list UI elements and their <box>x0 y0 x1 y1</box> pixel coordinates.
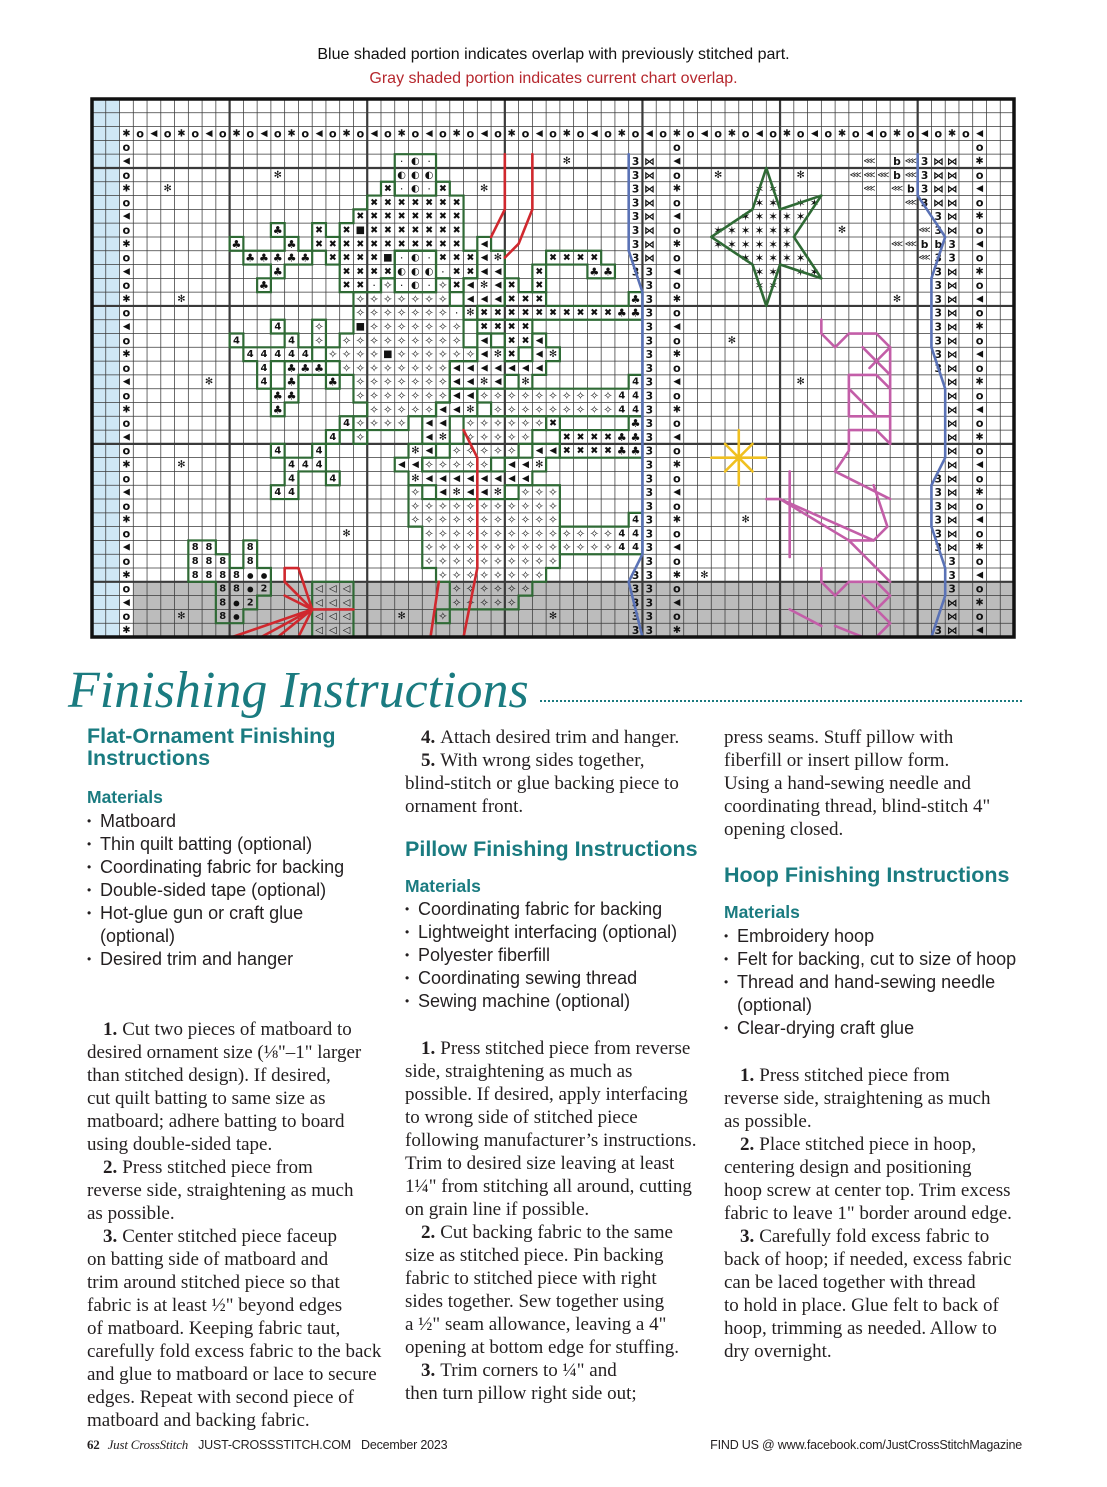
list-item-text: (optional) <box>737 994 813 1015</box>
bullet-icon: • <box>87 882 92 897</box>
materials-heading: Materials <box>87 787 163 807</box>
bullet-icon: • <box>87 905 92 920</box>
step-text-line: desired ornament size (⅛"–1" larger <box>87 1041 362 1063</box>
step-text-line: ornament front. <box>405 795 524 817</box>
step-first-line <box>724 1133 1012 1156</box>
gray-overlap-note: Gray shaded portion indicates current chart overlap. <box>369 70 738 87</box>
heading-line: Pillow Finishing Instructions <box>405 837 698 861</box>
step-text-line: hoop screw at center top. Trim excess <box>724 1179 1011 1201</box>
instruction-steps <box>724 1064 1012 1363</box>
step-text-line: reverse side, straightening as much <box>87 1179 354 1201</box>
list-item <box>87 902 344 948</box>
step-first-line <box>87 1156 381 1179</box>
step-first-line <box>405 1037 696 1060</box>
step-text-line: to wrong side of stitched piece <box>405 1106 638 1128</box>
list-item <box>405 990 677 1013</box>
list-item <box>87 856 344 879</box>
list-item <box>405 944 677 967</box>
step-text-line: back of hoop; if needed, excess fabric <box>724 1248 1012 1270</box>
list-item-text: Coordinating sewing thread <box>418 967 638 988</box>
list-item <box>405 898 677 921</box>
text-line: opening closed. <box>724 818 844 840</box>
list-item-text: Hot-glue gun or craft glue <box>100 902 304 923</box>
list-item <box>87 948 344 971</box>
list-item <box>405 967 677 990</box>
step-first-line <box>87 1225 381 1248</box>
step-text: Trim corners to ¼" and <box>440 1359 617 1381</box>
step-text-line: as possible. <box>87 1202 175 1224</box>
step-first-line <box>724 1225 1012 1248</box>
list-item-text: (optional) <box>100 925 176 946</box>
bullet-icon: • <box>405 993 410 1008</box>
blue-overlap-note: Blue shaded portion indicates overlap with previously stitched part. <box>317 46 790 63</box>
step-text-line: sides together. Sew together using <box>405 1290 665 1312</box>
step-number: 2. <box>103 1156 118 1178</box>
list-item <box>87 833 344 856</box>
bullet-icon: • <box>405 947 410 962</box>
step-number: 1. <box>421 1037 436 1059</box>
instruction-steps <box>405 726 679 818</box>
step-text-line: cut quilt batting to same size as <box>87 1087 326 1109</box>
step-first-line <box>724 1064 1012 1087</box>
instruction-step <box>87 1018 381 1156</box>
stitch-symbol-circle <box>714 127 722 140</box>
list-item-text: Polyester fiberfill <box>418 944 551 965</box>
step-text: Press stitched piece from <box>122 1156 313 1178</box>
bullet-icon: • <box>724 951 729 966</box>
step-text-line: blind-stitch or glue backing piece to <box>405 772 679 794</box>
step-text-line: of matboard. Keeping fabric taut, <box>87 1317 341 1339</box>
list-item-text: Coordinating fabric for backing <box>100 856 345 877</box>
step-text-line: size as stitched piece. Pin backing <box>405 1244 664 1266</box>
stitch-symbol-partial-stitch <box>400 279 404 292</box>
list-item-text: Embroidery hoop <box>737 925 875 946</box>
list-item-text: Thin quilt batting (optional) <box>100 833 313 854</box>
bullet-icon: • <box>724 928 729 943</box>
list-item-text: Lightweight interfacing (optional) <box>418 921 678 942</box>
list-item <box>724 948 1016 971</box>
step-text-line: on grain line if possible. <box>405 1198 590 1220</box>
step-first-line <box>405 1221 696 1244</box>
step-first-line <box>405 749 679 772</box>
step-first-line <box>405 726 679 749</box>
materials-heading: Materials <box>724 902 800 922</box>
list-item-text: Matboard <box>100 810 177 831</box>
materials-list <box>405 898 677 1013</box>
instruction-step <box>87 1156 381 1225</box>
list-item <box>87 879 344 902</box>
instruction-step <box>724 1225 1012 1363</box>
instruction-step <box>405 1037 696 1221</box>
text-line: Using a hand-sewing needle and <box>724 772 971 794</box>
list-item-text: Thread and hand-sewing needle <box>737 971 996 992</box>
materials-heading: Materials <box>405 876 481 896</box>
step-number: 2. <box>421 1221 436 1243</box>
bullet-icon: • <box>405 901 410 916</box>
step-text-line: Trim to desired size leaving at least <box>405 1152 675 1174</box>
step-first-line <box>405 1359 696 1382</box>
materials-list <box>87 810 344 971</box>
section-heading <box>87 725 335 769</box>
text-line: coordinating thread, blind-stitch 4" <box>724 795 991 817</box>
step-text-line: matboard and backing fabric. <box>87 1409 310 1431</box>
step-text-line: reverse side, straightening as much <box>724 1087 991 1109</box>
list-item <box>724 925 1016 948</box>
step-number: 5. <box>421 749 436 771</box>
step-text-line: carefully fold excess fabric to the back <box>87 1340 382 1362</box>
instruction-steps <box>405 1037 696 1405</box>
step-text-line: matboard; adhere batting to board <box>87 1110 345 1132</box>
page-number: 62 <box>87 1437 100 1452</box>
list-item <box>724 1017 1016 1040</box>
step-text-line: and glue to matboard or lace to secure <box>87 1363 377 1385</box>
step-number: 3. <box>740 1225 755 1247</box>
step-text-line: trim around stitched piece so that <box>87 1271 340 1293</box>
bullet-icon: • <box>405 924 410 939</box>
heading-line: Hoop Finishing Instructions <box>724 863 1010 887</box>
step-number: 3. <box>421 1359 436 1381</box>
step-number: 4. <box>421 726 436 748</box>
step-text-line: centering design and positioning <box>724 1156 972 1178</box>
step-text-line: to hold in place. Glue felt to back of <box>724 1294 999 1316</box>
instruction-text <box>724 726 990 841</box>
bullet-icon: • <box>87 859 92 874</box>
step-text-line: opening at bottom edge for stuffing. <box>405 1336 680 1358</box>
step-text-line: a ½" seam allowance, leaving a 4" <box>405 1313 667 1335</box>
text-line: press seams. Stuff pillow with <box>724 726 954 748</box>
instruction-step <box>405 726 679 749</box>
website: JUST-CROSSSTITCH.COM <box>198 1438 352 1452</box>
bullet-icon: • <box>724 1020 729 1035</box>
step-text-line: fabric to leave 1" border around edge. <box>724 1202 1012 1224</box>
step-text: Center stitched piece faceup <box>122 1225 337 1247</box>
step-text: Press stitched piece from reverse <box>440 1037 691 1059</box>
heading-line: Flat-Ornament Finishing <box>87 724 336 748</box>
footer-social: FIND US @ www.facebook.com/JustCrossStitchMagazine <box>710 1438 1022 1452</box>
list-item-text: Sewing machine (optional) <box>418 990 631 1011</box>
bullet-icon: • <box>724 974 729 989</box>
step-text: With wrong sides together, <box>440 749 645 771</box>
step-number: 1. <box>103 1018 118 1040</box>
step-text-line: fabric to stitched piece with right <box>405 1267 657 1289</box>
list-item <box>405 921 677 944</box>
step-text-line: possible. If desired, apply interfacing <box>405 1083 688 1105</box>
list-item <box>87 810 344 833</box>
stitch-symbol-partial-stitch <box>400 155 404 168</box>
step-text-line: following manufacturer’s instructions. <box>405 1129 697 1151</box>
step-text-line: on batting side of matboard and <box>87 1248 329 1270</box>
step-text-line: as possible. <box>724 1110 812 1132</box>
list-item-text: Double-sided tape (optional) <box>100 879 327 900</box>
step-text: Attach desired trim and hanger. <box>440 726 680 748</box>
step-text: Carefully fold excess fabric to <box>759 1225 990 1247</box>
text-line: fiberfill or insert pillow form. <box>724 749 950 771</box>
step-text: Press stitched piece from <box>759 1064 950 1086</box>
step-first-line <box>87 1018 381 1041</box>
bullet-icon: • <box>87 951 92 966</box>
bullet-icon: • <box>87 813 92 828</box>
stitch-symbol-sparkle <box>714 170 722 181</box>
step-number: 2. <box>740 1133 755 1155</box>
step-text-line: side, straightening as much as <box>405 1060 633 1082</box>
step-text: Cut backing fabric to the same <box>440 1221 673 1243</box>
instruction-step <box>405 1221 696 1359</box>
instruction-step <box>724 1064 1012 1133</box>
column-flat-ornament <box>87 0 392 1487</box>
list-item-text: Coordinating fabric for backing <box>418 898 663 919</box>
stitch-symbol-partial-stitch <box>400 183 404 196</box>
step-text-line: dry overnight. <box>724 1340 832 1362</box>
column-pillow <box>405 0 710 1487</box>
step-number: 1. <box>740 1064 755 1086</box>
step-text-line: edges. Repeat with second piece of <box>87 1386 354 1408</box>
step-number: 3. <box>103 1225 118 1247</box>
footer-left <box>87 1437 447 1453</box>
instruction-steps <box>87 1018 381 1432</box>
step-text-line: using double-sided tape. <box>87 1133 273 1155</box>
step-text-line: 1¼" from stitching all around, cutting <box>405 1175 692 1197</box>
column-hoop <box>724 0 1029 1487</box>
section-heading <box>405 838 698 860</box>
instruction-step <box>405 1359 696 1405</box>
bullet-icon: • <box>405 970 410 985</box>
magazine-name: Just CrossStitch <box>107 1437 189 1452</box>
instruction-step <box>405 749 679 818</box>
bullet-icon: • <box>87 836 92 851</box>
step-text: Cut two pieces of matboard to <box>122 1018 352 1040</box>
step-text-line: can be laced together with thread <box>724 1271 976 1293</box>
list-item-text: Desired trim and hanger <box>100 948 294 969</box>
section-heading <box>724 864 1009 886</box>
step-text: Place stitched piece in hoop, <box>759 1133 977 1155</box>
stitch-symbol-partial-stitch <box>400 252 404 265</box>
step-text-line: then turn pillow right side out; <box>405 1382 637 1404</box>
step-text-line: hoop, trimming as needed. Allow to <box>724 1317 997 1339</box>
instruction-step <box>87 1225 381 1432</box>
step-text-line: fabric is at least ½" beyond edges <box>87 1294 343 1316</box>
instruction-step <box>724 1133 1012 1225</box>
issue-date: December 2023 <box>361 1438 448 1452</box>
list-item <box>724 971 1016 1017</box>
heading-line: Instructions <box>87 746 211 770</box>
materials-list <box>724 925 1016 1040</box>
list-item-text: Felt for backing, cut to size of hoop <box>737 948 1017 969</box>
step-text-line: than stitched design). If desired, <box>87 1064 331 1086</box>
list-item-text: Clear-drying craft glue <box>737 1017 915 1038</box>
section-title: Finishing Instructions <box>68 662 529 719</box>
